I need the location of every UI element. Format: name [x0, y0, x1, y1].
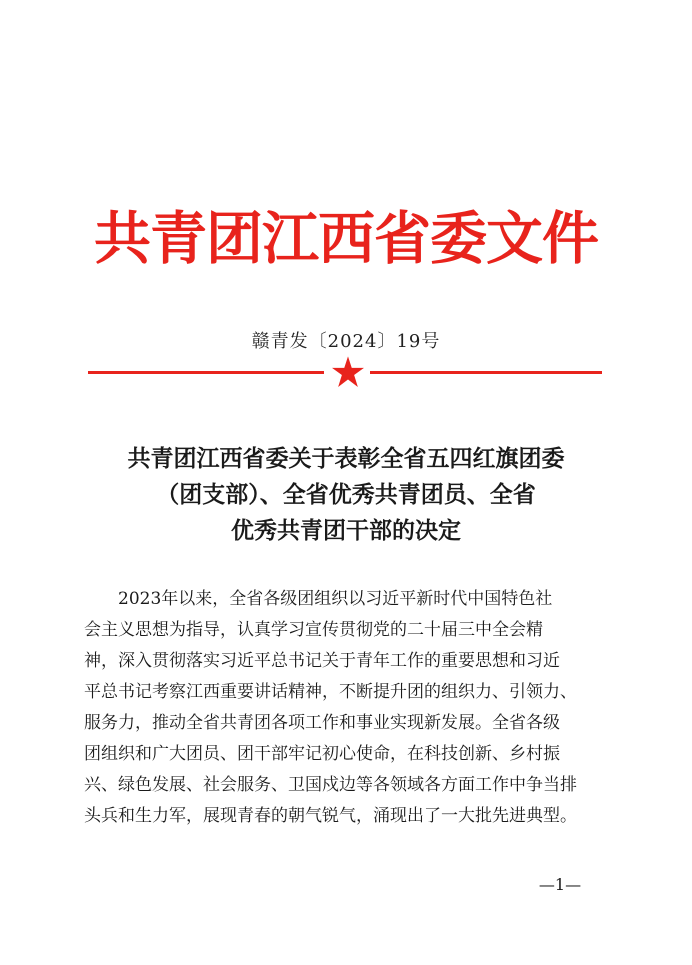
star-icon	[331, 355, 365, 389]
body-line: 服务力，推动全省共青团各项工作和事业实现新发展。全省各级	[84, 713, 560, 733]
body-paragraph	[84, 584, 608, 832]
body-line: 2023年以来，全省各级团组织以习近平新时代中国特色社	[84, 589, 553, 609]
red-divider-right	[370, 371, 602, 374]
decision-title	[0, 441, 692, 549]
body-line: 兴、绿色发展、社会服务、卫国戍边等各领域各方面工作中争当排	[84, 775, 577, 795]
document-header-title: 共青团江西省委文件	[94, 205, 598, 272]
decision-title-line: （团支部）、全省优秀共青团员、全省	[156, 481, 536, 508]
body-line: 神，深入贯彻落实习近平总书记关于青年工作的重要思想和习近	[84, 651, 560, 671]
decision-title-line: 共青团江西省委关于表彰全省五四红旗团委	[127, 445, 565, 472]
document-number: 赣青发〔2024〕19号	[251, 331, 441, 352]
page-number: —1—	[538, 875, 582, 894]
body-line: 平总书记考察江西重要讲话精神，不断提升团的组织力、引领力、	[84, 682, 577, 702]
body-line: 会主义思想为指导，认真学习宣传贯彻党的二十届三中全会精	[84, 620, 543, 640]
red-divider-left	[88, 371, 324, 374]
body-line: 头兵和生力军，展现青春的朝气锐气，涌现出了一大批先进典型。	[84, 806, 577, 826]
decision-title-line: 优秀共青团干部的决定	[231, 517, 461, 544]
body-line: 团组织和广大团员、团干部牢记初心使命，在科技创新、乡村振	[84, 744, 560, 764]
